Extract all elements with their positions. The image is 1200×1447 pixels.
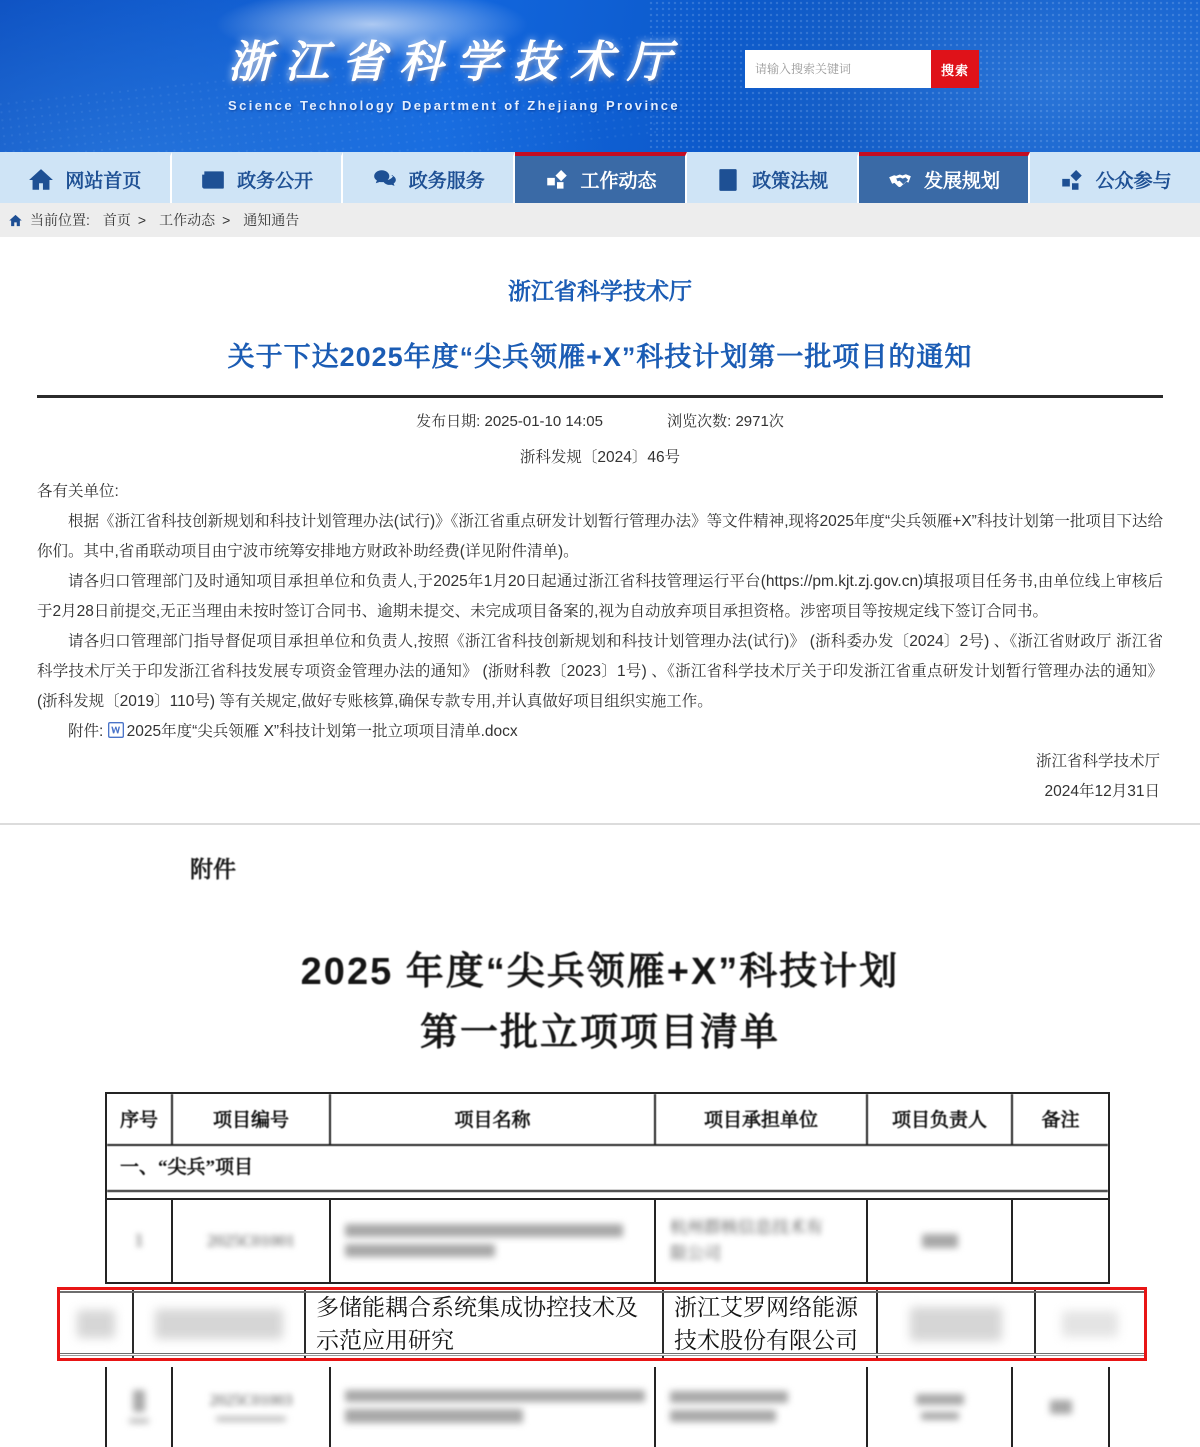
hl-seq-redacted [60,1290,134,1358]
redacted-blur [1062,1311,1118,1337]
redacted-blur [916,1394,964,1405]
article [0,273,1200,807]
signature-org: 浙江省科学技术厅 [1035,753,1160,770]
signature-date: 2024年12月31日 [1044,783,1160,800]
home-icon [28,167,54,193]
body-paragraph-2: 请各归口管理部门及时通知项目承担单位和负责人,于2025年1月20日起通过浙江省科技管理运行平台(https://pm.kjt.zj.gov.cn)填报项目任务书,由单位线上审核后于2月28日前提交,无正当理由未按时签订合同书、逾期未提交、未完成项目备案的,视为自动放弃项目承担资格。涉密项目等按规定线下签订合同书。 [37,573,1163,620]
nav-item-label: 政策法规 [752,171,829,192]
scan-title [0,942,1200,1064]
search-button[interactable]: 搜索 [931,50,979,88]
project-table-foot [105,1367,1110,1447]
attachment-scan [0,823,1200,1447]
row3-name-redacted [331,1367,656,1447]
header-leader: 项目负责人 [868,1094,1013,1144]
nav-item-label: 公众参与 [1095,171,1172,192]
redacted-blur [345,1224,623,1237]
redacted-blur [922,1234,958,1248]
redacted-blur [1050,1400,1072,1414]
nav-item-label: 发展规划 [923,171,1000,192]
work-grid-icon [544,167,570,193]
header-name: 项目名称 [331,1094,656,1144]
hl-leader-redacted [878,1290,1036,1358]
chat-bubbles-icon [372,167,398,193]
publish-date-value: 2025-01-10 14:05 [484,413,603,430]
body-paragraph-1: 根据《浙江省科技创新规划和科技计划管理办法(试行)》《浙江省重点研发计划暂行管理办法》等文件精神,现将2025年度“尖兵领雁+X”科技计划第一批项目下达给你们。其中,省甬联动项目由宁波市统筹安排地方财政补助经费(详见附件清单)。 [37,513,1163,560]
header-org: 项目承担单位 [656,1094,868,1144]
nav-item-development-planning[interactable] [859,152,1031,203]
view-count-label: 浏览次数: [667,413,732,430]
row1-org: 杭州群核信息技术有限公司 [656,1200,868,1282]
nav-item-gov-service[interactable] [343,152,515,203]
redacted-blur [77,1310,115,1338]
redacted-blur [155,1309,283,1339]
row3-note-redacted [1013,1367,1108,1447]
row3-leader-redacted [868,1367,1013,1447]
redacted-blur [670,1410,776,1422]
article-notice-title: 关于下达2025年度“尖兵领雁+X”科技计划第一批项目的通知 [227,342,973,372]
article-org-title: 浙江省科学技术厅 [508,278,692,304]
row3-code: 2025C01003 [173,1367,331,1447]
policy-list-icon [715,167,741,193]
breadcrumb-label: 当前位置: [30,212,90,228]
breadcrumb-link-work-dynamics[interactable]: 工作动态 [159,212,216,228]
project-table [0,1092,1200,1447]
nav-item-public-participation[interactable] [1030,152,1200,203]
nav-item-website-home[interactable] [0,152,172,203]
site-logo [228,26,684,113]
breadcrumb-current: 通知通告 [243,212,300,228]
breadcrumb-home-icon [8,213,23,228]
attachment-link[interactable]: 2025年度“尖兵领雁 X”科技计划第一批立项项目清单.docx [126,723,518,740]
scan-attachment-label: 附件 [190,856,236,882]
newspaper-icon [200,167,226,193]
hl-note-redacted [1036,1290,1144,1358]
table-row-3 [107,1367,1108,1447]
redacted-blur [133,1390,145,1412]
table-row-1 [107,1200,1108,1282]
publish-date-label: 发布日期: [416,413,481,430]
handshake-icon [887,167,913,193]
article-body [37,477,1163,807]
view-count-value: 2971次 [735,413,784,430]
word-doc-icon [108,722,124,738]
nav-item-label: 政务服务 [408,171,485,192]
nav-item-label: 工作动态 [580,171,657,192]
header-code: 项目编号 [173,1094,331,1144]
scan-title-line2: 第一批立项项目清单 [419,1011,780,1054]
breadcrumb-separator: > [137,212,147,228]
hl-project-name: 多储能耦合系统集成协控技术及示范应用研究 [306,1290,664,1358]
body-paragraph-3: 请各归口管理部门指导督促项目承担单位和负责人,按照《浙江省科技创新规划和科技计划管理办法(试行)》 (浙科委办发〔2024〕2号) 、《浙江省财政厅 浙江省科学技术厅关于印发浙江省科技发展专项资金管理办法的通知》 (浙财科教〔2023〕1号) 、《浙江省科学技术厅关于印发浙江省重点研发计划暂行管理办法的通知》 (浙科发规〔2019〕110号) 等有关规定,做好专账核算,确保专款专用,并认真做好项目组织实施工作。 [37,633,1163,710]
nav-item-gov-disclosure[interactable] [172,152,344,203]
search-box [745,50,979,88]
redacted-blur [921,1412,959,1420]
scan-title-line1: 2025 年度“尖兵领雁+X”科技计划 [300,951,900,993]
site-banner [0,0,1200,152]
redacted-blur [910,1307,1002,1341]
attachment-line [37,717,1163,747]
nav-item-policy-regulations[interactable] [687,152,859,203]
row1-seq: 1 [134,1230,144,1251]
header-seq: 序号 [107,1094,173,1144]
nav-item-label: 网站首页 [65,171,142,192]
breadcrumb-separator: > [222,212,231,228]
site-logo-subtitle: Science Technology Department of Zhejiang Province [228,98,681,113]
breadcrumb [0,203,1200,237]
row1-note [1013,1200,1108,1282]
row1-leader-redacted [868,1200,1013,1282]
header-note: 备注 [1041,1110,1080,1132]
redacted-blur [670,1391,788,1403]
row1-code: 2025C01001 [207,1230,295,1250]
redacted-blur [345,1390,645,1402]
row3-org-redacted [656,1367,868,1447]
project-table-main [105,1092,1110,1284]
breadcrumb-link-home[interactable]: 首页 [102,212,131,228]
row1-name-redacted [331,1200,656,1282]
row3-seq-redacted [107,1367,173,1447]
table-gap-strip [107,1192,1108,1200]
hl-project-org: 浙江艾罗网络能源技术股份有限公司 [664,1290,878,1358]
table-section-row: 一、“尖兵”项目 [107,1146,1108,1192]
salutation: 各有关单位: [37,483,119,500]
participation-grid-icon [1059,167,1085,193]
hl-code-redacted [134,1290,306,1358]
doc-number: 浙科发规〔2024〕46号 [519,449,681,466]
highlighted-row [57,1287,1147,1361]
nav-item-work-dynamics[interactable] [515,152,687,203]
redacted-blur [345,1409,523,1423]
redacted-blur [129,1419,149,1423]
site-logo-text: 浙江省科学技术厅 [228,38,684,87]
title-divider [37,395,1163,398]
redacted-blur [216,1417,286,1421]
redacted-blur [345,1244,495,1257]
table-header-row [107,1094,1108,1146]
attachment-label: 附件: [68,723,104,740]
main-nav [0,152,1200,203]
nav-item-label: 政务公开 [237,171,314,192]
article-meta [37,410,1163,431]
search-input[interactable] [745,50,931,88]
